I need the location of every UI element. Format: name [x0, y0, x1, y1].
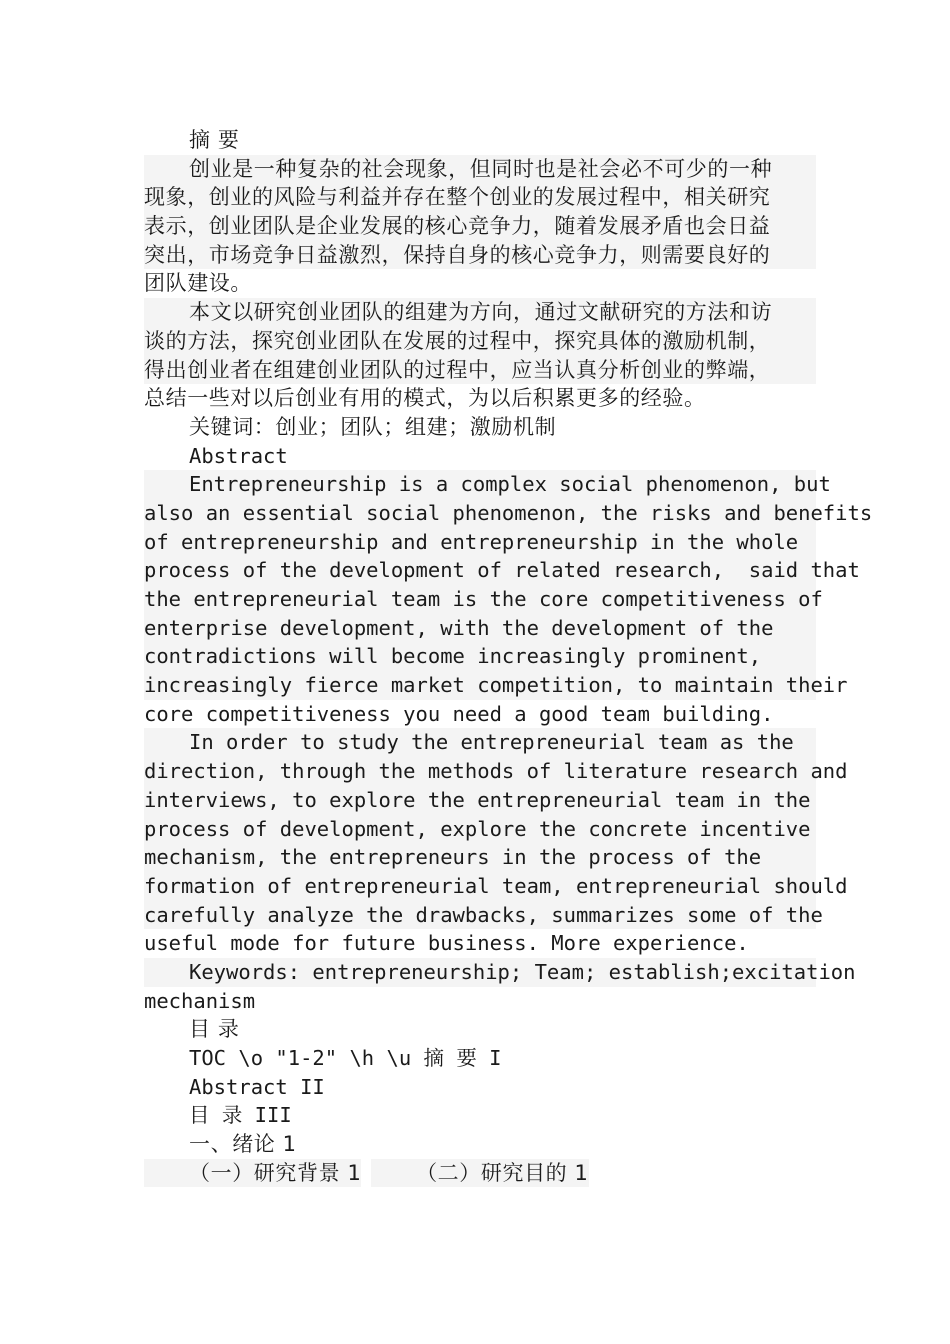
abstract-cn-p2-line-3: 得出创业者在组建创业团队的过程中，应当认真分析创业的弊端，: [144, 356, 816, 385]
toc-entry-section-1-2: （二）研究目的 1: [371, 1159, 588, 1188]
abstract-en-p2-line-8: useful mode for future business. More experience.: [144, 931, 749, 956]
abstract-en-p1-line-4: process of the development of related research, said that: [144, 556, 816, 585]
abstract-en-p1-line-1: Entrepreneurship is a complex social phenomenon, but: [144, 470, 816, 499]
abstract-cn-p1-line-4: 突出，市场竞争日益激烈，保持自身的核心竞争力，则需要良好的: [144, 241, 816, 270]
abstract-en-p2-line-3: interviews, to explore the entrepreneurial team in the: [144, 786, 816, 815]
abstract-en-p1-line-9: core competitiveness you need a good team building.: [144, 701, 774, 726]
abstract-en-p1-line-6: enterprise development, with the development of the: [144, 614, 816, 643]
toc-entry-chapter-1: 一、绪论 1: [189, 1132, 297, 1157]
abstract-cn-p1-line-2: 现象，创业的风险与利益并存在整个创业的发展过程中，相关研究: [144, 183, 816, 212]
abstract-en-p1-line-2: also an essential social phenomenon, the risks and benefits: [144, 499, 816, 528]
abstract-cn-heading: 摘 要: [189, 128, 240, 152]
abstract-en-p2-line-5: mechanism, the entrepreneurs in the process of the: [144, 843, 816, 872]
abstract-en-p2-line-7: carefully analyze the drawbacks, summarizes some of the: [144, 901, 816, 930]
abstract-cn-keywords: 关键词：创业；团队；组建；激励机制: [189, 414, 557, 439]
abstract-en-p2-line-6: formation of entrepreneurial team, entrepreneurial should: [144, 872, 816, 901]
toc-heading: 目 录: [189, 1017, 240, 1042]
abstract-en-p1-line-8: increasingly fierce market competition, to maintain their: [144, 671, 816, 700]
abstract-en-keywords-line-1: Keywords: entrepreneurship; Team; establish;excitation: [144, 958, 816, 987]
abstract-en-p1-line-3: of entrepreneurship and entrepreneurship in the whole: [144, 528, 816, 557]
abstract-en-p2-line-4: process of development, explore the concrete incentive: [144, 815, 816, 844]
abstract-en-p1-line-5: the entrepreneurial team is the core competitiveness of: [144, 585, 816, 614]
abstract-en-p2-line-2: direction, through the methods of literature research and: [144, 757, 816, 786]
abstract-cn-p2-line-1: 本文以研究创业团队的组建为方向，通过文献研究的方法和访: [144, 298, 816, 327]
abstract-en-heading: Abstract: [189, 443, 288, 468]
abstract-cn-p1-line-1: 创业是一种复杂的社会现象，但同时也是社会必不可少的一种: [144, 155, 816, 184]
abstract-cn-p2-line-4: 总结一些对以后创业有用的模式，为以后积累更多的经验。: [144, 386, 706, 411]
toc-entry-field-code: TOC \o "1-2" \h \u 摘 要 I: [189, 1046, 502, 1070]
toc-entry-contents: 目 录 III: [189, 1103, 292, 1128]
toc-entry-section-1-1: （一）研究背景 1: [144, 1159, 361, 1188]
abstract-cn-p1-line-3: 表示，创业团队是企业发展的核心竞争力，随着发展矛盾也会日益: [144, 212, 816, 241]
document-page: [144, 126, 873, 1187]
abstract-cn-p2-line-2: 谈的方法，探究创业团队在发展的过程中，探究具体的激励机制，: [144, 327, 816, 356]
abstract-en-p1-line-7: contradictions will become increasingly prominent,: [144, 642, 816, 671]
abstract-en-keywords-line-2: mechanism: [144, 988, 256, 1013]
toc-entry-abstract: Abstract II: [189, 1074, 325, 1099]
abstract-cn-p1-line-5: 团队建设。: [144, 271, 252, 296]
abstract-en-p2-line-1: In order to study the entrepreneurial team as the: [144, 728, 816, 757]
